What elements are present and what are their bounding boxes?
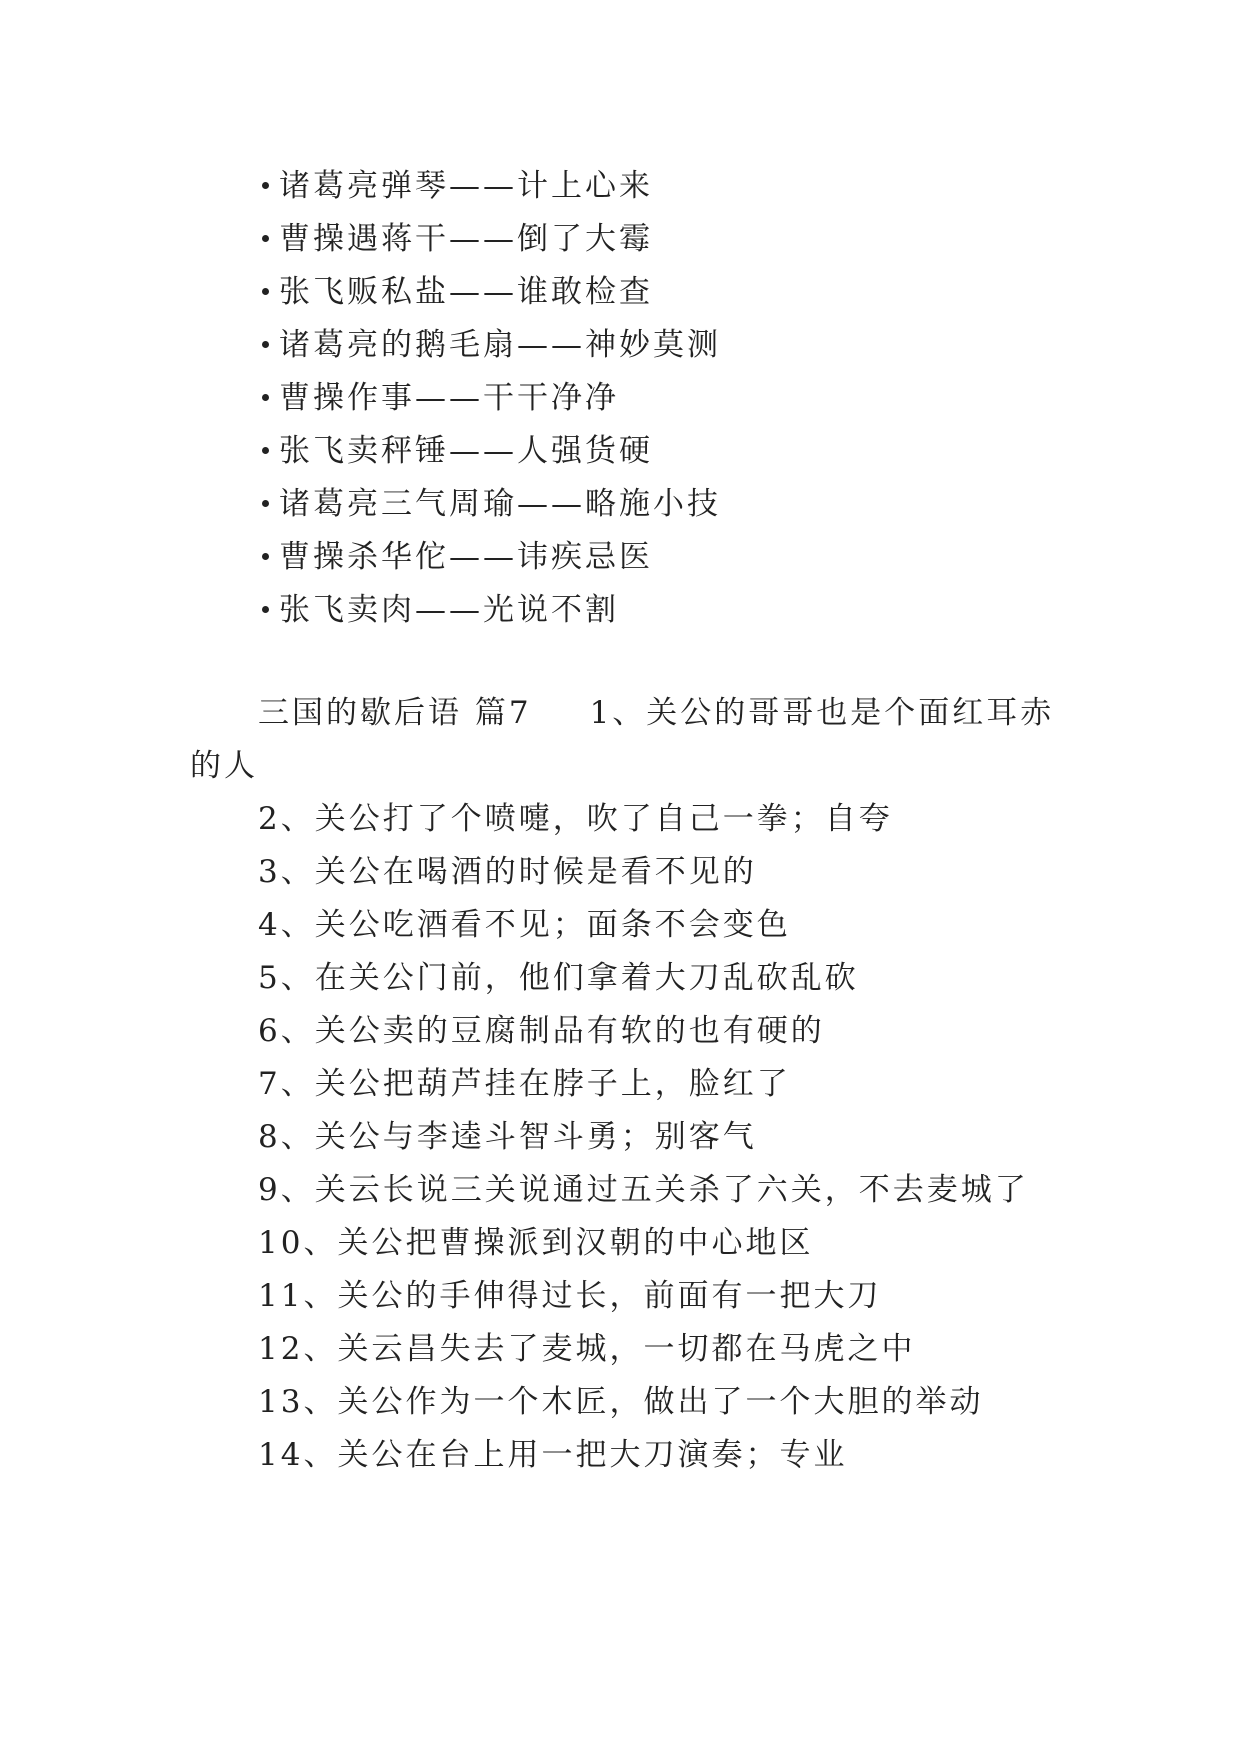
list-item: 7、关公把葫芦挂在脖子上，脸红了 (258, 1066, 791, 1102)
list-item: 9、关云长说三关说通过五关杀了六关，不去麦城了 (258, 1172, 1029, 1208)
section-title: 三国的歇后语 篇7 (258, 695, 532, 731)
bullet-dot-icon (262, 447, 269, 454)
bullet-text: 曹操作事——干干净净 (279, 380, 619, 416)
bullet-dot-icon (262, 553, 269, 560)
list-item: 2、关公打了个喷嚏，吹了自己一拳；自夸 (258, 801, 893, 837)
list-item: 4、关公吃酒看不见；面条不会变色 (258, 907, 791, 943)
list-item: 5、在关公门前，他们拿着大刀乱砍乱砍 (258, 960, 859, 996)
bullet-item (262, 325, 721, 365)
bullet-dot-icon (262, 235, 269, 242)
bullet-item (262, 431, 653, 471)
bullet-text: 曹操杀华佗——讳疾忌医 (279, 539, 653, 575)
bullet-item (262, 219, 653, 259)
bullet-text: 曹操遇蒋干——倒了大霉 (279, 221, 653, 257)
list-item: 13、关公作为一个木匠，做出了一个大胆的举动 (258, 1384, 984, 1420)
bullet-dot-icon (262, 341, 269, 348)
bullet-item (262, 590, 619, 630)
bullet-dot-icon (262, 606, 269, 613)
bullet-dot-icon (262, 182, 269, 189)
bullet-text: 诸葛亮的鹅毛扇——神妙莫测 (279, 327, 721, 363)
section-heading-line (258, 693, 1054, 733)
bullet-text: 张飞卖秤锤——人强货硬 (279, 433, 653, 469)
bullet-item (262, 166, 653, 206)
list-item: 1、关公的哥哥也是个面红耳赤 (589, 695, 1055, 731)
list-item: 12、关云昌失去了麦城，一切都在马虎之中 (258, 1331, 916, 1367)
list-item: 14、关公在台上用一把大刀演奏；专业 (258, 1437, 848, 1473)
bullet-item (262, 537, 653, 577)
bullet-dot-icon (262, 394, 269, 401)
bullet-item (262, 484, 721, 524)
bullet-text: 张飞贩私盐——谁敢检查 (279, 274, 653, 310)
bullet-dot-icon (262, 500, 269, 507)
bullet-item (262, 378, 619, 418)
list-item: 11、关公的手伸得过长，前面有一把大刀 (258, 1278, 882, 1314)
list-item: 8、关公与李逵斗智斗勇；别客气 (258, 1119, 757, 1155)
list-item-continuation: 的人 (190, 748, 258, 784)
bullet-dot-icon (262, 288, 269, 295)
bullet-text: 诸葛亮弹琴——计上心来 (279, 168, 653, 204)
list-item: 10、关公把曹操派到汉朝的中心地区 (258, 1225, 814, 1261)
list-item: 6、关公卖的豆腐制品有软的也有硬的 (258, 1013, 825, 1049)
bullet-text: 诸葛亮三气周瑜——略施小技 (279, 486, 721, 522)
list-item: 3、关公在喝酒的时候是看不见的 (258, 854, 757, 890)
bullet-text: 张飞卖肉——光说不割 (279, 592, 619, 628)
bullet-item (262, 272, 653, 312)
